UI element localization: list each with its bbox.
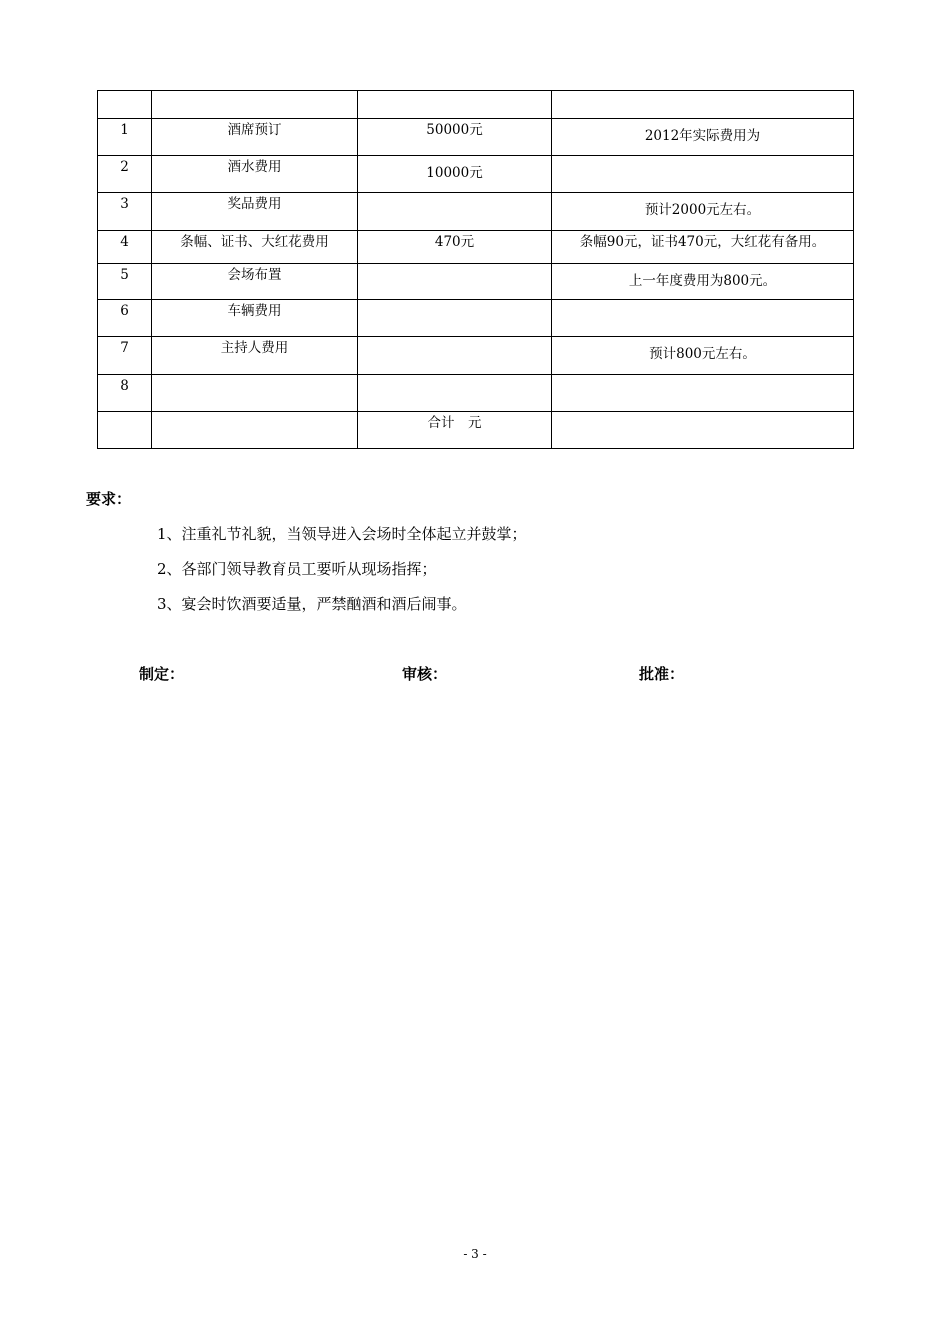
amount-cell: [358, 300, 552, 337]
item-cell: 会场布置: [152, 264, 358, 300]
row-number-cell: 7: [98, 337, 152, 375]
reviewed-by-label: 审核：: [402, 665, 448, 683]
note-cell: [552, 375, 854, 412]
table-row: [98, 264, 854, 300]
table-row: [98, 91, 854, 119]
amount-cell: [358, 193, 552, 231]
note-cell: 预计2000元左右。: [552, 193, 854, 231]
note-cell: [552, 91, 854, 119]
row-number-cell: 4: [98, 231, 152, 264]
note-cell: [552, 300, 854, 337]
item-cell: 主持人费用: [152, 337, 358, 375]
note-cell: [552, 412, 854, 449]
table-total-row: [98, 412, 854, 449]
total-cell: 合计 元: [358, 412, 552, 449]
amount-cell: [358, 375, 552, 412]
row-number-cell: 1: [98, 119, 152, 156]
item-cell: [152, 375, 358, 412]
row-number-cell: 6: [98, 300, 152, 337]
table-row: [98, 337, 854, 375]
table-row: [98, 156, 854, 193]
requirement-item: 3、宴会时饮酒要适量，严禁酗酒和酒后闹事。: [157, 595, 467, 613]
row-number-cell: 3: [98, 193, 152, 231]
row-number-cell: 5: [98, 264, 152, 300]
table-row: [98, 193, 854, 231]
table-row: [98, 300, 854, 337]
table-row: [98, 231, 854, 264]
item-cell: [152, 91, 358, 119]
requirements-title: 要求：: [86, 490, 132, 508]
row-number-cell: [98, 91, 152, 119]
item-cell: 酒水费用: [152, 156, 358, 193]
note-cell: 条幅90元，证书470元，大红花有备用。: [552, 231, 854, 264]
row-number-cell: 2: [98, 156, 152, 193]
item-cell: 酒席预订: [152, 119, 358, 156]
budget-table: [97, 90, 854, 449]
item-cell: 条幅、证书、大红花费用: [152, 231, 358, 264]
made-by-label: 制定：: [139, 665, 185, 683]
item-cell: 车辆费用: [152, 300, 358, 337]
row-number-cell: 8: [98, 375, 152, 412]
amount-cell: [358, 91, 552, 119]
row-number-cell: [98, 412, 152, 449]
amount-cell: [358, 264, 552, 300]
item-cell: [152, 412, 358, 449]
note-cell: [552, 156, 854, 193]
table-row: [98, 119, 854, 156]
amount-cell: 10000元: [358, 156, 552, 193]
page-number: - 3 -: [463, 1247, 487, 1261]
amount-cell: [358, 337, 552, 375]
table-row: [98, 375, 854, 412]
note-cell: 2012年实际费用为: [552, 119, 854, 156]
amount-cell: 50000元: [358, 119, 552, 156]
amount-cell: 470元: [358, 231, 552, 264]
note-cell: 上一年度费用为800元。: [552, 264, 854, 300]
requirement-item: 1、注重礼节礼貌，当领导进入会场时全体起立并鼓掌；: [157, 525, 527, 543]
requirement-item: 2、各部门领导教育员工要听从现场指挥；: [157, 560, 437, 578]
approved-by-label: 批准：: [639, 665, 685, 683]
item-cell: 奖品费用: [152, 193, 358, 231]
note-cell: 预计800元左右。: [552, 337, 854, 375]
